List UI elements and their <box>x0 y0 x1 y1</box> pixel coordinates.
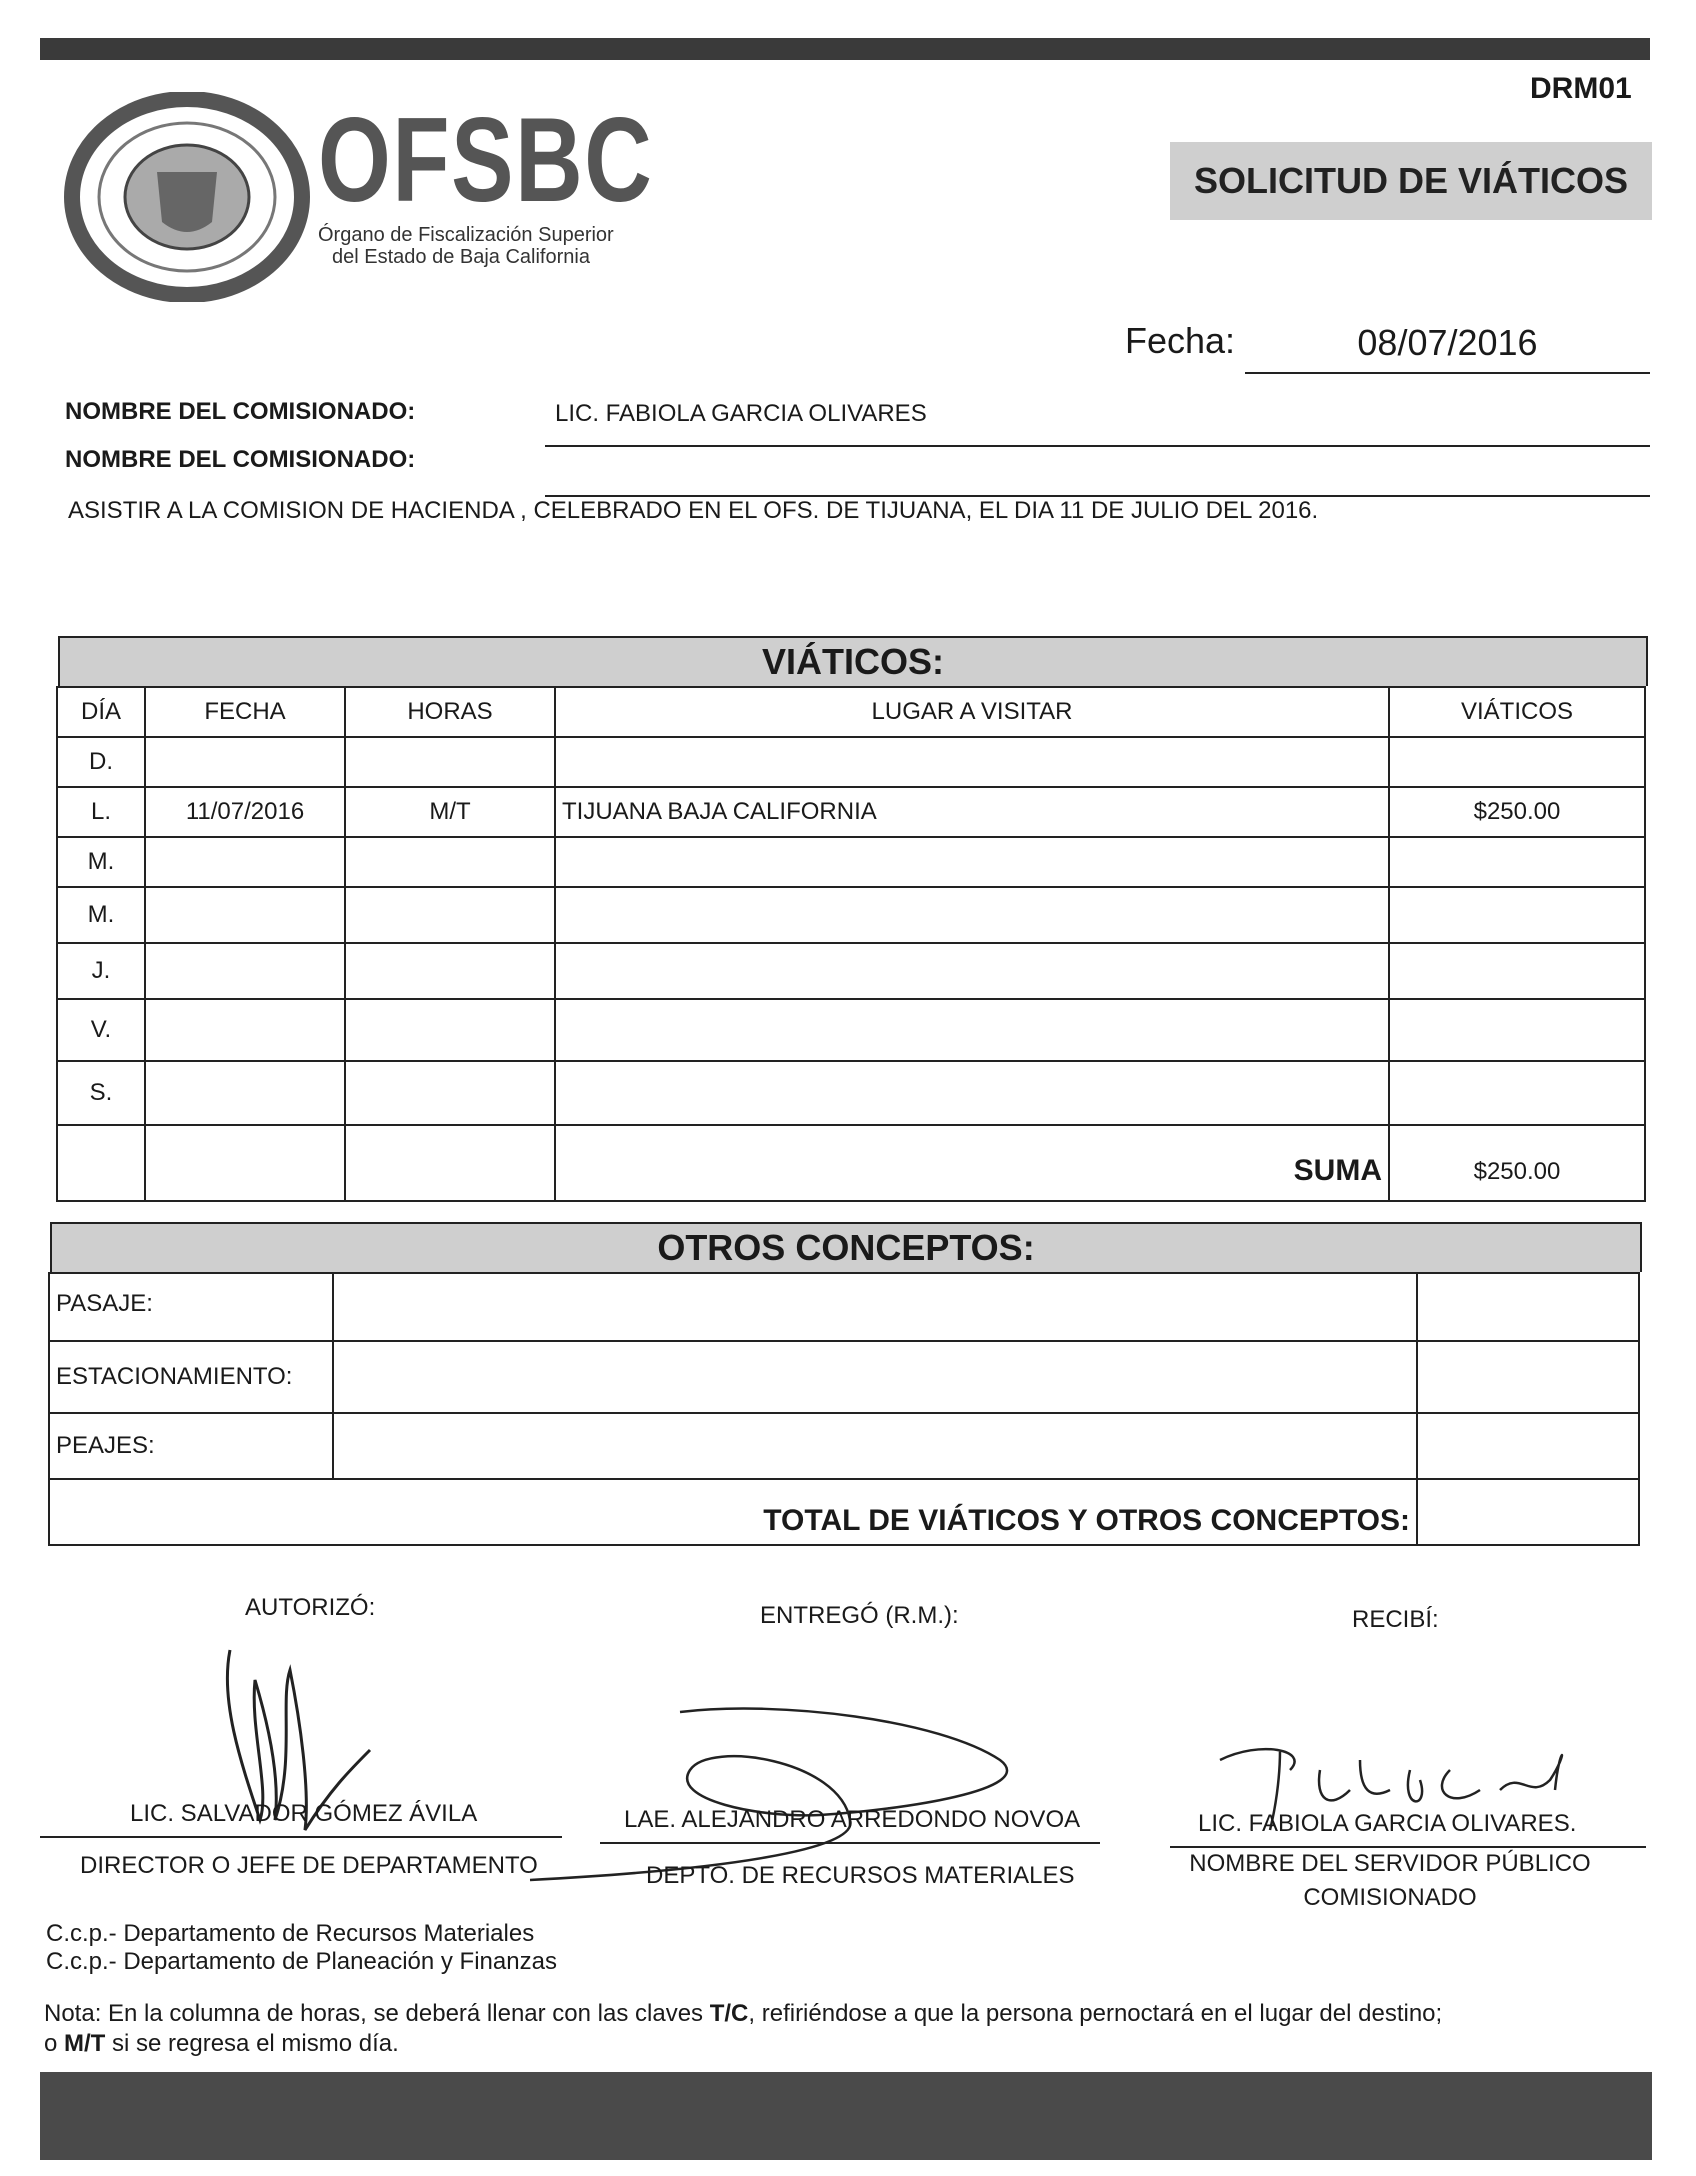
table-row <box>57 1061 1645 1125</box>
empty-cell <box>333 1273 1417 1341</box>
cell-viaticos <box>1389 737 1645 787</box>
nombre-underline-1 <box>545 445 1650 447</box>
title-box <box>1170 142 1652 220</box>
cell-horas: M/T <box>345 787 555 837</box>
entrego-role: DEPTO. DE RECURSOS MATERIALES <box>646 1862 1075 1889</box>
ccp-line-1: C.c.p.- Departamento de Recursos Materiales <box>46 1920 535 1947</box>
suma-value: $250.00 <box>1389 1125 1645 1201</box>
otros-label-estacionamiento: ESTACIONAMIENTO: <box>49 1341 333 1413</box>
cell-viaticos <box>1389 943 1645 999</box>
nota-2-bold: M/T <box>64 2030 106 2057</box>
otros-label-pasaje: PASAJE: <box>49 1273 333 1341</box>
cell-viaticos <box>1389 1061 1645 1125</box>
cell-viaticos <box>1389 837 1645 887</box>
bottom-bar <box>40 2072 1652 2160</box>
viaticos-table <box>56 686 1646 1202</box>
autorizo-name: LIC. SALVADOR GÓMEZ ÁVILA <box>130 1800 478 1827</box>
empty-cell <box>333 1413 1417 1479</box>
empty-cell <box>345 1125 555 1201</box>
autorizo-signature-line <box>40 1836 562 1838</box>
table-row <box>57 787 1645 837</box>
cell-horas <box>345 999 555 1061</box>
entrego-label: ENTREGÓ (R.M.): <box>760 1602 959 1629</box>
empty-cell <box>145 1125 345 1201</box>
document-title: SOLICITUD DE VIÁTICOS <box>1193 160 1629 201</box>
suma-label: SUMA <box>555 1125 1389 1201</box>
recibi-role-2: COMISIONADO <box>1303 1884 1477 1911</box>
nota-line-1 <box>44 2000 1442 2028</box>
otros-table <box>48 1272 1640 1546</box>
entrego-name: LAE. ALEJANDRO ARREDONDO NOVOA <box>624 1806 1081 1833</box>
top-bar <box>40 38 1650 60</box>
org-name-line-1: Órgano de Fiscalización Superior <box>318 224 614 246</box>
cell-horas <box>345 737 555 787</box>
nombre-value-1: LIC. FABIOLA GARCIA OLIVARES <box>555 400 927 427</box>
cell-fecha <box>145 887 345 943</box>
otros-row <box>49 1273 1639 1341</box>
otros-label-peajes: PEAJES: <box>49 1413 333 1479</box>
cell-viaticos <box>1389 887 1645 943</box>
empty-cell <box>1417 1341 1639 1413</box>
cell-horas <box>345 887 555 943</box>
seal-logo <box>62 92 312 302</box>
fecha-label: Fecha: <box>1125 320 1236 361</box>
table-row <box>57 737 1645 787</box>
cell-horas <box>345 943 555 999</box>
otros-row <box>49 1341 1639 1413</box>
logo-wordmark: OFSBC <box>318 93 654 227</box>
recibi-role-1: NOMBRE DEL SERVIDOR PÚBLICO <box>1189 1850 1591 1877</box>
col-header-fecha: FECHA <box>145 687 345 737</box>
cell-fecha <box>145 999 345 1061</box>
cell-fecha <box>145 737 345 787</box>
table-row <box>57 943 1645 999</box>
cell-fecha <box>145 1061 345 1125</box>
cell-lugar <box>555 737 1389 787</box>
nota-2-post: si se regresa el mismo día. <box>105 2030 399 2057</box>
col-header-viaticos: VIÁTICOS <box>1389 687 1645 737</box>
cell-dia: M. <box>57 837 145 887</box>
cell-lugar: TIJUANA BAJA CALIFORNIA <box>555 787 1389 837</box>
viaticos-header <box>58 636 1648 686</box>
col-header-horas: HORAS <box>345 687 555 737</box>
otros-header <box>50 1222 1642 1272</box>
cell-fecha <box>145 837 345 887</box>
autorizo-role: DIRECTOR O JEFE DE DEPARTAMENTO <box>80 1852 538 1879</box>
cell-dia: D. <box>57 737 145 787</box>
cell-dia: L. <box>57 787 145 837</box>
cell-lugar <box>555 887 1389 943</box>
fecha-value: 08/07/2016 <box>1357 322 1538 363</box>
empty-cell <box>1417 1413 1639 1479</box>
nombre-label-2: NOMBRE DEL COMISIONADO: <box>65 446 416 473</box>
otros-title: OTROS CONCEPTOS: <box>657 1227 1035 1268</box>
entrego-signature-line <box>600 1842 1100 1844</box>
cell-dia: J. <box>57 943 145 999</box>
autorizo-label: AUTORIZÓ: <box>245 1594 376 1621</box>
recibi-signature-line <box>1170 1846 1646 1848</box>
nota-1-post: , refiriéndose a que la persona pernoctará en el lugar del destino; <box>748 2000 1443 2027</box>
recibi-name: LIC. FABIOLA GARCIA OLIVARES. <box>1198 1810 1577 1837</box>
cell-horas <box>345 837 555 887</box>
cell-dia: S. <box>57 1061 145 1125</box>
nota-line-2 <box>44 2030 399 2058</box>
cell-lugar <box>555 837 1389 887</box>
cell-fecha <box>145 943 345 999</box>
recibi-label: RECIBÍ: <box>1352 1606 1439 1633</box>
empty-cell <box>57 1125 145 1201</box>
nota-1-pre: Nota: En la columna de horas, se deberá llenar con las claves <box>44 2000 710 2027</box>
otros-row <box>49 1413 1639 1479</box>
nota-2-pre: o <box>44 2030 65 2057</box>
cell-lugar <box>555 999 1389 1061</box>
fecha-underline <box>1245 372 1650 374</box>
org-name-line-2: del Estado de Baja California <box>332 246 590 268</box>
table-row <box>57 837 1645 887</box>
cell-viaticos: $250.00 <box>1389 787 1645 837</box>
cell-dia: V. <box>57 999 145 1061</box>
table-row <box>57 999 1645 1061</box>
total-value <box>1417 1479 1639 1545</box>
col-header-lugar: LUGAR A VISITAR <box>555 687 1389 737</box>
cell-fecha: 11/07/2016 <box>145 787 345 837</box>
nota-1-bold: T/C <box>709 2000 749 2027</box>
viaticos-title: VIÁTICOS: <box>761 641 944 682</box>
empty-cell <box>1417 1273 1639 1341</box>
cell-lugar <box>555 943 1389 999</box>
cell-dia: M. <box>57 887 145 943</box>
cell-lugar <box>555 1061 1389 1125</box>
cell-horas <box>345 1061 555 1125</box>
cell-viaticos <box>1389 999 1645 1061</box>
empty-cell <box>333 1341 1417 1413</box>
col-header-dia: DÍA <box>57 687 145 737</box>
ccp-line-2: C.c.p.- Departamento de Planeación y Finanzas <box>46 1948 557 1975</box>
total-label: TOTAL DE VIÁTICOS Y OTROS CONCEPTOS: <box>49 1479 1417 1545</box>
motivo-text: ASISTIR A LA COMISION DE HACIENDA , CELEBRADO EN EL OFS. DE TIJUANA, EL DIA 11 DE JULIO DEL 2016. <box>68 497 1319 524</box>
nombre-label-1: NOMBRE DEL COMISIONADO: <box>65 398 416 425</box>
suma-row <box>57 1125 1645 1201</box>
total-row <box>49 1479 1639 1545</box>
form-code: DRM01 <box>1530 72 1632 105</box>
table-row <box>57 887 1645 943</box>
